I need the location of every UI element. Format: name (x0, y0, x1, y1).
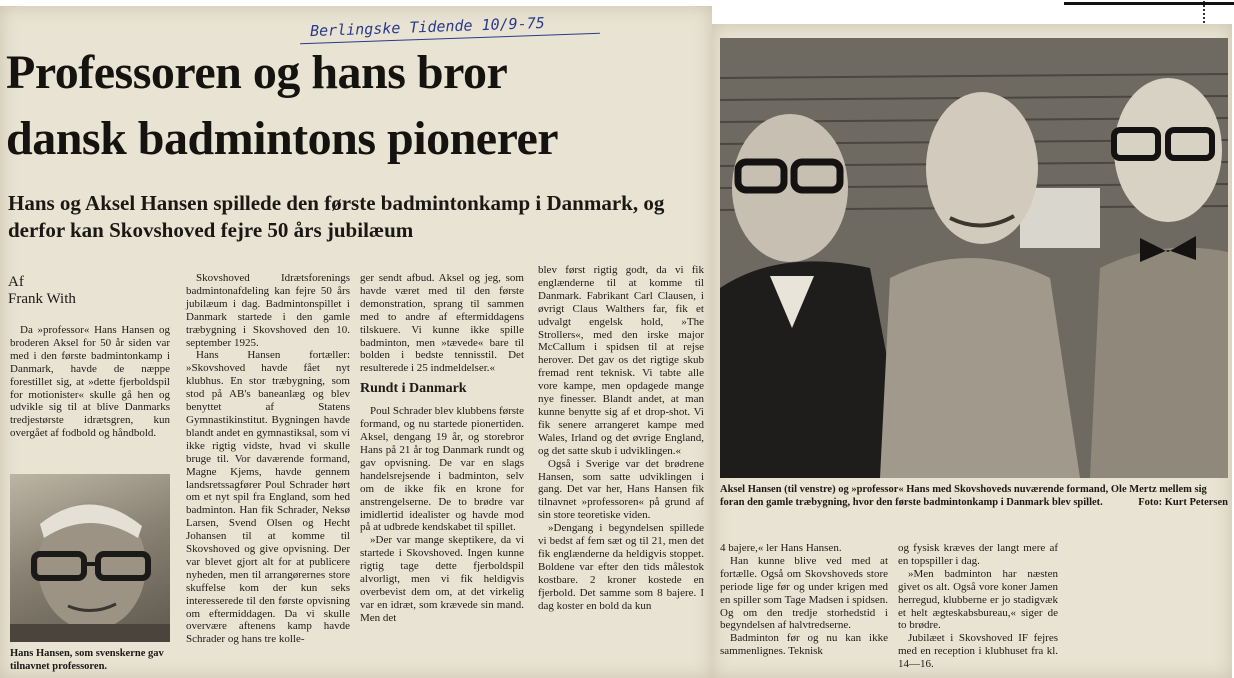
article-column-4 (538, 264, 704, 612)
paragraph: 4 bajere,« ler Hans Hansen. (720, 542, 842, 554)
paragraph: ger sendt afbud. Aksel og jeg, som havde været med til den første demonstration, sprang til sammen med to andre af eftermiddagens tilskuere. Vi kunne ikke spille badminton, men »tævede« bare til bolden i bedste tennisstil. Det resulterede i 25 indmeldelser.« (360, 272, 524, 375)
article-column-6 (898, 542, 1058, 671)
section-heading: Rundt i Danmark (360, 381, 467, 397)
photo-caption (720, 484, 1228, 509)
headline (6, 46, 706, 166)
newspaper-clipping (0, 6, 712, 678)
byline-prefix: Af (8, 274, 24, 290)
paragraph: Jubilæet i Skovshoved IF fejres med en reception i klubhuset fra kl. 14—16. (898, 632, 1058, 671)
paragraph: og fysisk kræves der langt mere af en topspiller i dag. (898, 542, 1058, 567)
top-right-rule (1064, 2, 1234, 5)
headline-line-1: Professoren og hans bror (6, 46, 508, 99)
photo-credit: Foto: Kurt Petersen (1138, 496, 1228, 508)
paragraph: Badminton før og nu kan ikke sammenlignes. Teknisk (720, 632, 888, 658)
photo-caption-text: Aksel Hansen (til venstre) og »professor« Hans med Skovshoveds nuværende formand, Ole Mertz mellem sig foran den gamle træbygning, hvor den første badmintonkamp i Danmark blev spillet. (720, 484, 1207, 508)
paragraph: »Men badminton har næsten givet os alt. Også vore koner Jamen herregud, klubberne er jo stadigvæk et helt ægteskabsbureau,« siger de to brødre. (898, 567, 1058, 632)
paragraph: »Dengang i begyndelsen spillede vi bedst af fem sæt og til 21, men det fik englænderne da heldigvis stoppet. Boldene var efter den tids målestok kostbare. 2 kroner kostede en fjerbold. Det samme som 8 bajere. I dag koster en bold da kun (538, 522, 704, 612)
article-column-1 (10, 324, 170, 464)
byline (8, 274, 76, 308)
paragraph: Poul Schrader blev klubbens første formand, og nu startede pionertiden. Aksel, dengang 19 år, og storebror Hans på 21 år tog Danmark rundt og gav opvisning. De var en slags handelsrejsende i badminton, selv om de ikke fik en krone for anstrengelserne. De to brødre var imidlertid idealister og havde mod på at udbrede kendskabet til spillet. (360, 405, 524, 534)
article-column-3 (360, 272, 524, 625)
subheadline: Hans og Aksel Hansen spillede den første badmintonkamp i Danmark, og derfor kan Skovshoved fejre 50 års jubilæum (8, 191, 665, 242)
paragraph: Også i Sverige var det brødrene Hansen, som satte udviklingen i gang. Det var her, Hans Hansen fik tilnavnet »professoren« på grund af sin store teoretiske viden. (538, 457, 704, 522)
article-column-2 (186, 272, 350, 646)
photo-clipping (712, 24, 1232, 678)
group-photo-illustration (720, 38, 1228, 478)
headline-line-2: dansk badmintons pionerer (6, 112, 559, 165)
paragraph: Han kunne blive ved med at fortælle. Også om Skovshoveds store periode lige før og under krigen med en spiller som Tage Madsen i spidsen. Og om den tredje storhedstid i begyndelsen af halvtredserne. (720, 554, 888, 632)
handwritten-note: Berlingske Tidende 10/9-75 (309, 13, 546, 41)
byline-author: Frank With (8, 291, 76, 307)
paragraph: Hans Hansen fortæller: »Skovshoved havde fået nyt klubhus. En stor træbygning, som stod på AB's baneanlæg og blev benyttet af Statens Gymnastikinstitut. Bygningen havde blandt andet en gymnastiksal, som vi ikke rigtig vidste, hvad vi skulle bruge til. Vor daværende formand, Magne Kjems, havde gennem landsretssagfører Poul Schrader hørt om et nyt spil fra England, som hed badminton. Han fik Schrader, Neksø Larsen, Svend Olsen og Hecht Johansen til at komme til Skovshoved og give opvisning. Der var blevet gjort alt for at publicere nyheden, men til arrangørernes store skuffelse kom der kun seks interesserede til den første opvisning om eftermiddagen. Da vi skulle overvære aftenens kamp havde Schrader og hans tre kolle- (186, 349, 350, 646)
portrait-illustration (10, 474, 170, 642)
paragraph: »Der var mange skeptikere, da vi startede i Skovshoved. Ingen kunne rigtig tage dette fjerboldspil alvorligt, men vi fik heldigvis overbevist dem om, at det virkelig var en idræt, som krævede sin mand. Men det (360, 534, 524, 624)
paragraph: Skovshoved Idrætsforenings badmintonafdeling kan fejre 50 års jubilæum i dag. Badmintonspillet i Danmark startede i den gamle træbygning i Skovshoved den 10. september 1925. (186, 272, 350, 349)
portrait-photo (10, 474, 170, 642)
paragraph: Da »professor« Hans Hansen og broderen Aksel for 50 år siden var med i den første badmintonkamp i Danmark, havde de næppe forestillet sig, at »dette fjerboldspil for motionister« skulle gå hen og udvikle sig til at blive Danmarks tredjestørste idrætsgren, kun overgået af fodbold og håndbold. (10, 324, 170, 440)
portrait-caption: Hans Hansen, som svenskerne gav tilnavnet professoren. (10, 648, 164, 672)
group-photo (720, 38, 1228, 478)
article-column-5 (720, 542, 888, 658)
paragraph: blev først rigtig godt, da vi fik englænderne til at komme til Danmark. Fabrikant Carl Clausen, i øvrigt Claus Walthers far, fik et udvalgt engelsk hold, »The Strollers«, med den irske major McCallum i spidsen til at rejse herover. Det gav os det rigtige skub fremad rent teknisk. Vi tabte alle vore kampe, men opdagede mange nye finesser. Blandt andet, at man kunne benytte sig af et drop-shot. Vi fik senere arrangeret kampe med Wales, Irland og det øvrige England, og det satte skub i udviklingen.« (538, 264, 704, 457)
